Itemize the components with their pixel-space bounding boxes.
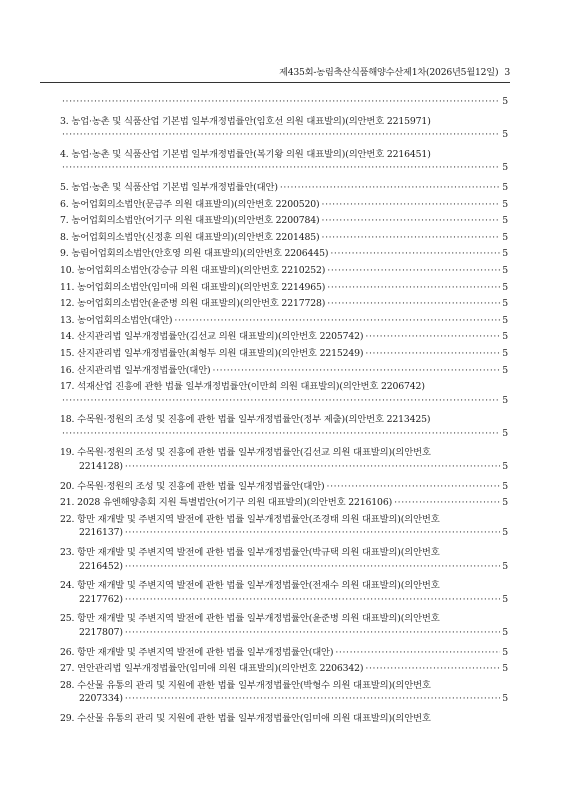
page-number: 3	[504, 67, 510, 78]
toc-entry-text: 16. 산지관리법 일부개정법률안(대안)	[60, 364, 211, 376]
page-header	[40, 64, 510, 83]
toc-entry-text: 17. 석재산업 진흥에 관한 법률 일부개정법률안(이만희 의원 대표발의)(의안번호 2206742)	[60, 381, 425, 393]
toc-entry	[60, 146, 508, 163]
dot-leader	[365, 348, 500, 359]
toc-entry-page: 5	[502, 298, 508, 310]
toc-entry-page: 5	[502, 129, 508, 141]
toc-entry	[60, 362, 508, 379]
toc-entry-page: 5	[502, 364, 508, 376]
toc-entry-text: 8. 농어업회의소법안(신정훈 의원 대표발의)(의안번호 2201485)	[60, 231, 320, 243]
toc-entry-page: 5	[502, 646, 508, 658]
toc-entry-text: 10. 농어업회의소법안(강승규 의원 대표발의)(의안번호 2210252)	[60, 264, 326, 276]
toc-entry-text: 18. 수목원·정원의 조성 및 진흥에 관한 법률 일부개정법률안(정부 제출)(의안번호 2213425)	[60, 414, 431, 426]
dot-leader	[327, 282, 500, 293]
toc-entry	[60, 411, 508, 428]
dot-leader	[327, 298, 500, 309]
table-of-contents	[60, 96, 508, 727]
dot-leader	[322, 199, 501, 210]
toc-entry	[60, 162, 508, 179]
toc-entry	[60, 660, 508, 677]
header-title: 제435회-농림축산식품해양수산제1차(2026년5월12일)	[279, 67, 499, 78]
toc-entry	[60, 494, 508, 511]
dot-leader	[322, 232, 501, 243]
toc-entry-text: 4. 농업·농촌 및 식품산업 기본법 일부개정법률안(복기왕 의원 대표발의)(의안번호 2216451)	[60, 148, 431, 160]
toc-entry-page: 5	[502, 427, 508, 439]
toc-entry-text: 21. 2028 유엔해양총회 지원 특별법안(어기구 의원 대표발의)(의안번호 2216106)	[60, 497, 393, 509]
toc-entry	[60, 229, 508, 246]
toc-entry	[60, 511, 508, 528]
toc-entry	[60, 212, 508, 229]
toc-entry	[60, 328, 508, 345]
toc-entry-text: 6. 농어업회의소법안(문금주 의원 대표발의)(의안번호 2200520)	[60, 198, 320, 210]
toc-entry-text: 29. 수산물 유통의 관리 및 지원에 관한 법률 일부개정법률안(임미애 의원 대표발의)(의안번호	[60, 712, 431, 724]
toc-entry	[60, 196, 508, 213]
toc-entry	[60, 677, 508, 694]
toc-entry	[60, 129, 508, 146]
dot-leader	[62, 395, 500, 406]
toc-entry-page: 5	[502, 663, 508, 675]
toc-entry	[60, 428, 508, 445]
toc-entry-page: 5	[502, 347, 508, 359]
dot-leader	[280, 182, 500, 193]
dot-leader	[125, 561, 500, 572]
toc-entry-page: 5	[502, 461, 508, 473]
toc-entry-page: 5	[502, 231, 508, 243]
toc-entry-text: 25. 항만 재개발 및 주변지역 발전에 관한 법률 일부개정법률안(윤준병 의원 대표발의)(의안번호	[60, 613, 440, 625]
dot-leader	[365, 331, 500, 342]
toc-entry-page: 5	[502, 264, 508, 276]
toc-entry	[60, 527, 508, 544]
dot-leader	[335, 647, 500, 658]
toc-entry	[60, 627, 508, 644]
toc-entry-text: 15. 산지관리법 일부개정법률안(최형두 의원 대표발의)(의안번호 2215249)	[60, 347, 364, 359]
toc-entry-text: 28. 수산물 유통의 관리 및 지원에 관한 법률 일부개정법률안(박형수 의원 대표발의)(의안번호	[60, 679, 431, 691]
toc-entry-page: 5	[502, 181, 508, 193]
toc-entry-text: 2216452)	[79, 560, 123, 572]
toc-entry	[60, 96, 508, 113]
dot-leader	[365, 663, 500, 674]
toc-entry	[60, 610, 508, 627]
toc-entry-text: 14. 산지관리법 일부개정법률안(김선교 의원 대표발의)(의안번호 2205742)	[60, 331, 364, 343]
toc-entry	[60, 295, 508, 312]
toc-entry-text: 19. 수목원·정원의 조성 및 진흥에 관한 법률 일부개정법률안(김선교 의원 대표발의)(의안번호	[60, 447, 431, 459]
toc-entry	[60, 345, 508, 362]
dot-leader	[327, 265, 500, 276]
toc-entry	[60, 478, 508, 495]
toc-entry-text: 12. 농어업회의소법안(윤준병 의원 대표발의)(의안번호 2217728)	[60, 298, 326, 310]
toc-entry-page: 5	[502, 96, 508, 107]
dot-leader	[174, 315, 500, 326]
toc-entry-text: 7. 농어업회의소법안(어기구 의원 대표발의)(의안번호 2200784)	[60, 215, 320, 227]
toc-entry	[60, 113, 508, 130]
toc-entry	[60, 378, 508, 395]
toc-entry-page: 5	[502, 331, 508, 343]
dot-leader	[213, 365, 501, 376]
toc-entry-page: 5	[502, 162, 508, 174]
toc-entry-text: 26. 항만 재개발 및 주변지역 발전에 관한 법률 일부개정법률안(대안)	[60, 646, 334, 658]
dot-leader	[62, 129, 500, 140]
toc-entry-page: 5	[502, 248, 508, 260]
toc-entry-text: 9. 농림어업회의소법안(안호영 의원 대표발의)(의안번호 2206445)	[60, 248, 329, 260]
toc-entry-page: 5	[502, 497, 508, 509]
toc-entry-text: 27. 연안관리법 일부개정법률안(임미애 의원 대표발의)(의안번호 2206342)	[60, 663, 364, 675]
toc-entry-page: 5	[502, 593, 508, 605]
toc-entry	[60, 577, 508, 594]
dot-leader	[322, 215, 501, 226]
toc-entry	[60, 395, 508, 412]
toc-entry-text: 2214128)	[79, 461, 123, 473]
toc-entry-text: 3. 농업·농촌 및 식품산업 기본법 일부개정법률안(임호선 의원 대표발의)(의안번호 2215971)	[60, 115, 431, 127]
toc-entry	[60, 594, 508, 611]
toc-entry-page: 5	[502, 560, 508, 572]
dot-leader	[125, 693, 500, 704]
toc-entry-page: 5	[502, 527, 508, 539]
dot-leader	[330, 248, 500, 259]
toc-entry-text: 13. 농어업회의소법안(대안)	[60, 314, 173, 326]
toc-entry-text: 2207334)	[79, 693, 123, 705]
toc-entry-page: 5	[502, 215, 508, 227]
toc-entry	[60, 245, 508, 262]
toc-entry	[60, 544, 508, 561]
toc-entry-text: 11. 농어업회의소법안(임미애 의원 대표발의)(의안번호 2214965)	[60, 281, 326, 293]
dot-leader	[125, 594, 500, 605]
toc-entry-page: 5	[502, 627, 508, 638]
dot-leader	[62, 162, 500, 173]
toc-entry-page: 5	[502, 314, 508, 326]
toc-entry-text: 2217762)	[79, 593, 123, 605]
dot-leader	[125, 627, 500, 638]
toc-entry-text: 2216137)	[79, 527, 123, 539]
toc-entry-page: 5	[502, 281, 508, 293]
dot-leader	[394, 497, 500, 508]
toc-entry-text: 2217807)	[79, 627, 123, 638]
toc-entry	[60, 312, 508, 329]
toc-entry	[60, 710, 508, 727]
toc-entry-text: 5. 농업·농촌 및 식품산업 기본법 일부개정법률안(대안)	[60, 181, 278, 193]
toc-entry-page: 5	[502, 394, 508, 406]
toc-entry	[60, 444, 508, 461]
dot-leader	[125, 527, 500, 538]
toc-entry	[60, 644, 508, 661]
toc-entry-text: 20. 수목원·정원의 조성 및 진흥에 관한 법률 일부개정법률안(대안)	[60, 480, 325, 492]
toc-entry	[60, 262, 508, 279]
toc-entry-page: 5	[502, 198, 508, 210]
toc-entry-page: 5	[502, 693, 508, 705]
toc-entry-page: 5	[502, 480, 508, 492]
toc-entry	[60, 561, 508, 578]
dot-leader	[125, 461, 500, 472]
toc-entry-text: 23. 항만 재개발 및 주변지역 발전에 관한 법률 일부개정법률안(박규택 의원 대표발의)(의안번호	[60, 547, 440, 559]
toc-entry	[60, 279, 508, 296]
toc-entry	[60, 461, 508, 478]
dot-leader	[327, 481, 501, 492]
toc-entry-text: 24. 항만 재개발 및 주변지역 발전에 관한 법률 일부개정법률안(전재수 의원 대표발의)(의안번호	[60, 580, 440, 592]
toc-entry-text: 22. 항만 재개발 및 주변지역 발전에 관한 법률 일부개정법률안(조경태 의원 대표발의)(의안번호	[60, 513, 440, 525]
toc-entry	[60, 179, 508, 196]
toc-entry	[60, 693, 508, 710]
dot-leader	[62, 428, 500, 439]
dot-leader	[62, 96, 500, 107]
